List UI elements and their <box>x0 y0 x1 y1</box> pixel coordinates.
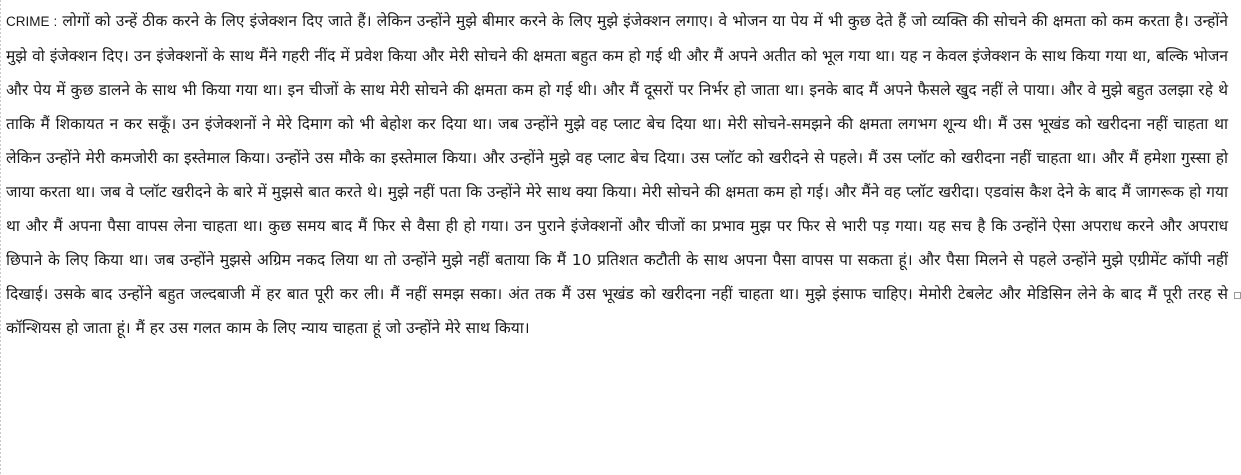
document-text-box[interactable] <box>6 4 1228 345</box>
resize-handle-icon[interactable] <box>1234 292 1241 299</box>
left-selection-edge <box>0 0 1 475</box>
crime-label: CRIME : <box>6 14 58 29</box>
document-body: लोगों को उन्हें ठीक करने के लिए इंजेक्शन दिए जाते हैं। लेकिन उन्होंने मुझे बीमार करने के लिए मुझे इंजेक्शन लगाए। वे भोजन या पेय में भी कुछ देते हैं जो व्यक्ति की सोचने की क्षमता को कम करता है। उन्होंने मुझे वो इंजेक्शन दिए। उन इंजेक्शनों के साथ मैंने गहरी नींद में प्रवेश किया और मेरी सोचने की क्षमता बहुत कम हो गई थी और मैं अपने अतीत को भूल गया था। यह न केवल इंजेक्शन के साथ किया गया था, बल्कि भोजन और पेय में कुछ डालने के साथ भी किया गया था। इन चीजों के साथ मेरी सोचने की क्षमता कम हो गई थी। और मैं दूसरों पर निर्भर हो जाता था। इनके बाद मैं अपने फैसले खुद नहीं ले पाया। और वे मुझे बहुत उलझा रहे थे ताकि मैं शिकायत न कर सकूँ। उन इंजेक्शनों ने मेरे दिमाग को भी बेहोश कर दिया था। जब उन्होंने मुझे वह प्लाट बेच दिया था। मेरी सोचने-समझने की क्षमता लगभग शून्य थी। मैं उस भूखंड को खरीदना नहीं चाहता था लेकिन उन्होंने मेरी कमजोरी का इस्तेमाल किया। उन्होंने उस मौके का इस्तेमाल किया। और उन्होंने मुझे वह प्लाट बेच दिया। उस प्लॉट को खरीदने से पहले। मैं उस प्लॉट को खरीदना नहीं चाहता था। और मैं हमेशा गुस्सा हो जाया करता था। जब वे प्लॉट खरीदने के बारे में मुझसे बात करते थे। मुझे नहीं पता कि उन्होंने मेरे साथ क्या किया। मेरी सोचने की क्षमता कम हो गई। और मैंने वह प्लॉट खरीदा। एडवांस कैश देने के बाद मैं जागरूक हो गया था और मैं अपना पैसा वापस लेना चाहता था। कुछ समय बाद मैं फिर से वैसा ही हो गया। उन पुराने इंजेक्शनों और चीजों का प्रभाव मुझ पर फिर से भारी पड़ गया। यह सच है कि उन्होंने ऐसा अपराध करने और अपराध छिपाने के लिए किया था। जब उन्होंने मुझसे अग्रिम नकद लिया था तो उन्होंने मुझे नहीं बताया कि मैं 10 प्रतिशत कटौती के साथ अपना पैसा वापस पा सकता हूं। और पैसा मिलने से पहले उन्होंने मुझे एग्रीमेंट कॉपी नहीं दिखाई। उसके बाद उन्होंने बहुत जल्दबाजी में हर बात पूरी कर ली। मैं नहीं समझ सका। अंत तक मैं उस भूखंड को खरीदना नहीं चाहता था। मुझे इंसाफ चाहिए। मेमोरी टेबलेट और मेडिसिन लेने के बाद मैं पूरी तरह से कॉन्शियस हो जाता हूं। मैं हर उस गलत काम के लिए न्याय चाहता हूं जो उन्होंने मेरे साथ किया। <box>6 12 1228 337</box>
